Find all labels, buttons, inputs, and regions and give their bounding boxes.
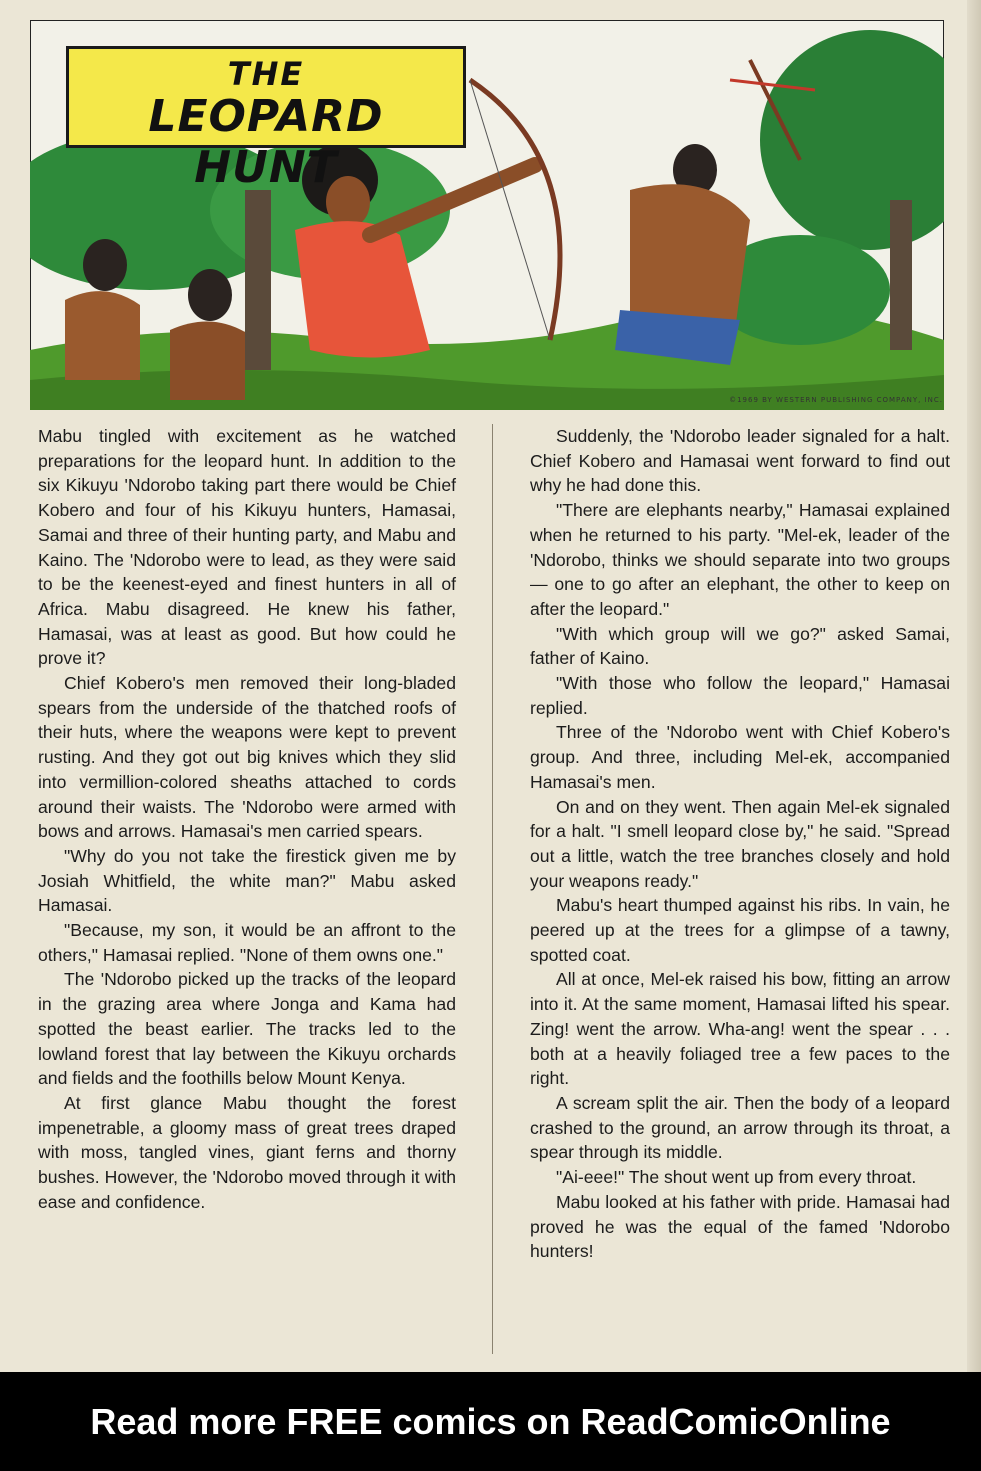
story-paragraph: A scream split the air. Then the body of a leopard crashed to the ground, an arrow through its throat, a spear through its middle. [530, 1092, 950, 1163]
page-edge-shadow [967, 0, 981, 1372]
story-paragraph: Three of the 'Ndorobo went with Chief Kobero's group. And three, including Mel-ek, accompanied Hamasai's men. [530, 722, 950, 792]
story-paragraph: "Ai-eee!" The shout went up from every throat. [556, 1167, 917, 1188]
story-paragraph: Suddenly, the 'Ndorobo leader signaled for a halt. Chief Kobero and Hamasai went forward to find out why he had done this. [530, 426, 950, 496]
column-divider [492, 424, 493, 1354]
story-paragraph: "With those who follow the leopard," Hamasai replied. [530, 673, 950, 718]
copyright-note: ©1969 BY WESTERN PUBLISHING COMPANY, INC. [729, 396, 943, 404]
story-paragraph: Chief Kobero's men removed their long-bladed spears from the underside of the thatched roofs of their huts, where the weapons were kept to prevent rusting. And they got out big knives which they slid into vermillion-colored sheaths attached to cords around their waists. The 'Ndorobo were armed with bows and arrows. Hamasai's men carried spears. [38, 673, 456, 842]
runner-torso [630, 184, 750, 330]
illustration-panel [30, 20, 944, 410]
story-paragraph: The 'Ndorobo picked up the tracks of the leopard in the grazing area where Jonga and Kama had spotted the beast earlier. The tracks led to the lowland forest that lay between the Kikuyu orchards and fields and the foothills below Mount Kenya. [38, 969, 456, 1089]
story-column-left [38, 424, 456, 1215]
story-paragraph: "Why do you not take the firestick given me by Josiah Whitfield, the white man?" Mabu asked Hamasai. [38, 845, 456, 916]
promo-banner[interactable] [0, 1372, 981, 1471]
boy2-head [188, 269, 232, 321]
left-tree-trunk [245, 190, 271, 370]
story-paragraph: All at once, Mel-ek raised his bow, fitting an arrow into it. At the same moment, Hamasai lifted his spear. Zing! went the arrow. Wha-ang! went the spear . . . both at a heavily foliaged tree a few paces to the right. [530, 969, 950, 1089]
title-box [66, 46, 466, 193]
boy1-body [65, 291, 140, 380]
story-paragraph: Mabu looked at his father with pride. Hamasai had proved he was the equal of the famed 'Ndorobo hunters! [530, 1191, 950, 1262]
story-column-right [530, 424, 950, 1264]
story-paragraph: "There are elephants nearby," Hamasai explained when he returned to his party. "Mel-ek, leader of the 'Ndorobo, thinks we should separate into two groups — one to go after an elephant, the other to keep on after the leopard." [530, 500, 950, 619]
story-paragraph: Mabu tingled with excitement as he watched preparations for the leopard hunt. In addition to the six Kikuyu 'Ndorobo taking part there would be Chief Kobero and four of his Kikuyu hunters, Hamasai, Samai and three of their hunting party, and Mabu and Kaino. The 'Ndorobo were to lead, as they were said to be the keenest-eyed and finest hunters in all of Africa. Mabu disagreed. He knew his father, Hamasai, was at least as good. But how could he prove it? [38, 426, 456, 669]
title-main: LEOPARD HUNT [148, 91, 384, 193]
story-paragraph: On and on they went. Then again Mel-ek signaled for a halt. "I smell leopard close by," he said. "Spread out a little, watch the tree branches closely and hold your weapons ready." [530, 796, 950, 891]
story-paragraph: Mabu's heart thumped against his ribs. In vain, he peered up at the trees for a glimpse of a tawny, spotted coat. [530, 895, 950, 965]
story-paragraph: At first glance Mabu thought the forest impenetrable, a gloomy mass of great trees draped with moss, tangled vines, giant ferns and thorny bushes. However, the 'Ndorobo moved through it with ease and confidence. [38, 1092, 456, 1212]
title-the: THE [227, 55, 305, 93]
right-tree-trunk [890, 200, 912, 350]
story-paragraph: "With which group will we go?" asked Samai, father of Kaino. [530, 623, 950, 669]
story-paragraph: "Because, my son, it would be an affront to the others," Hamasai replied. "None of them owns one." [38, 920, 456, 965]
boy2-body [170, 321, 245, 400]
promo-banner-text[interactable]: Read more FREE comics on ReadComicOnline [90, 1400, 891, 1442]
boy1-head [83, 239, 127, 291]
